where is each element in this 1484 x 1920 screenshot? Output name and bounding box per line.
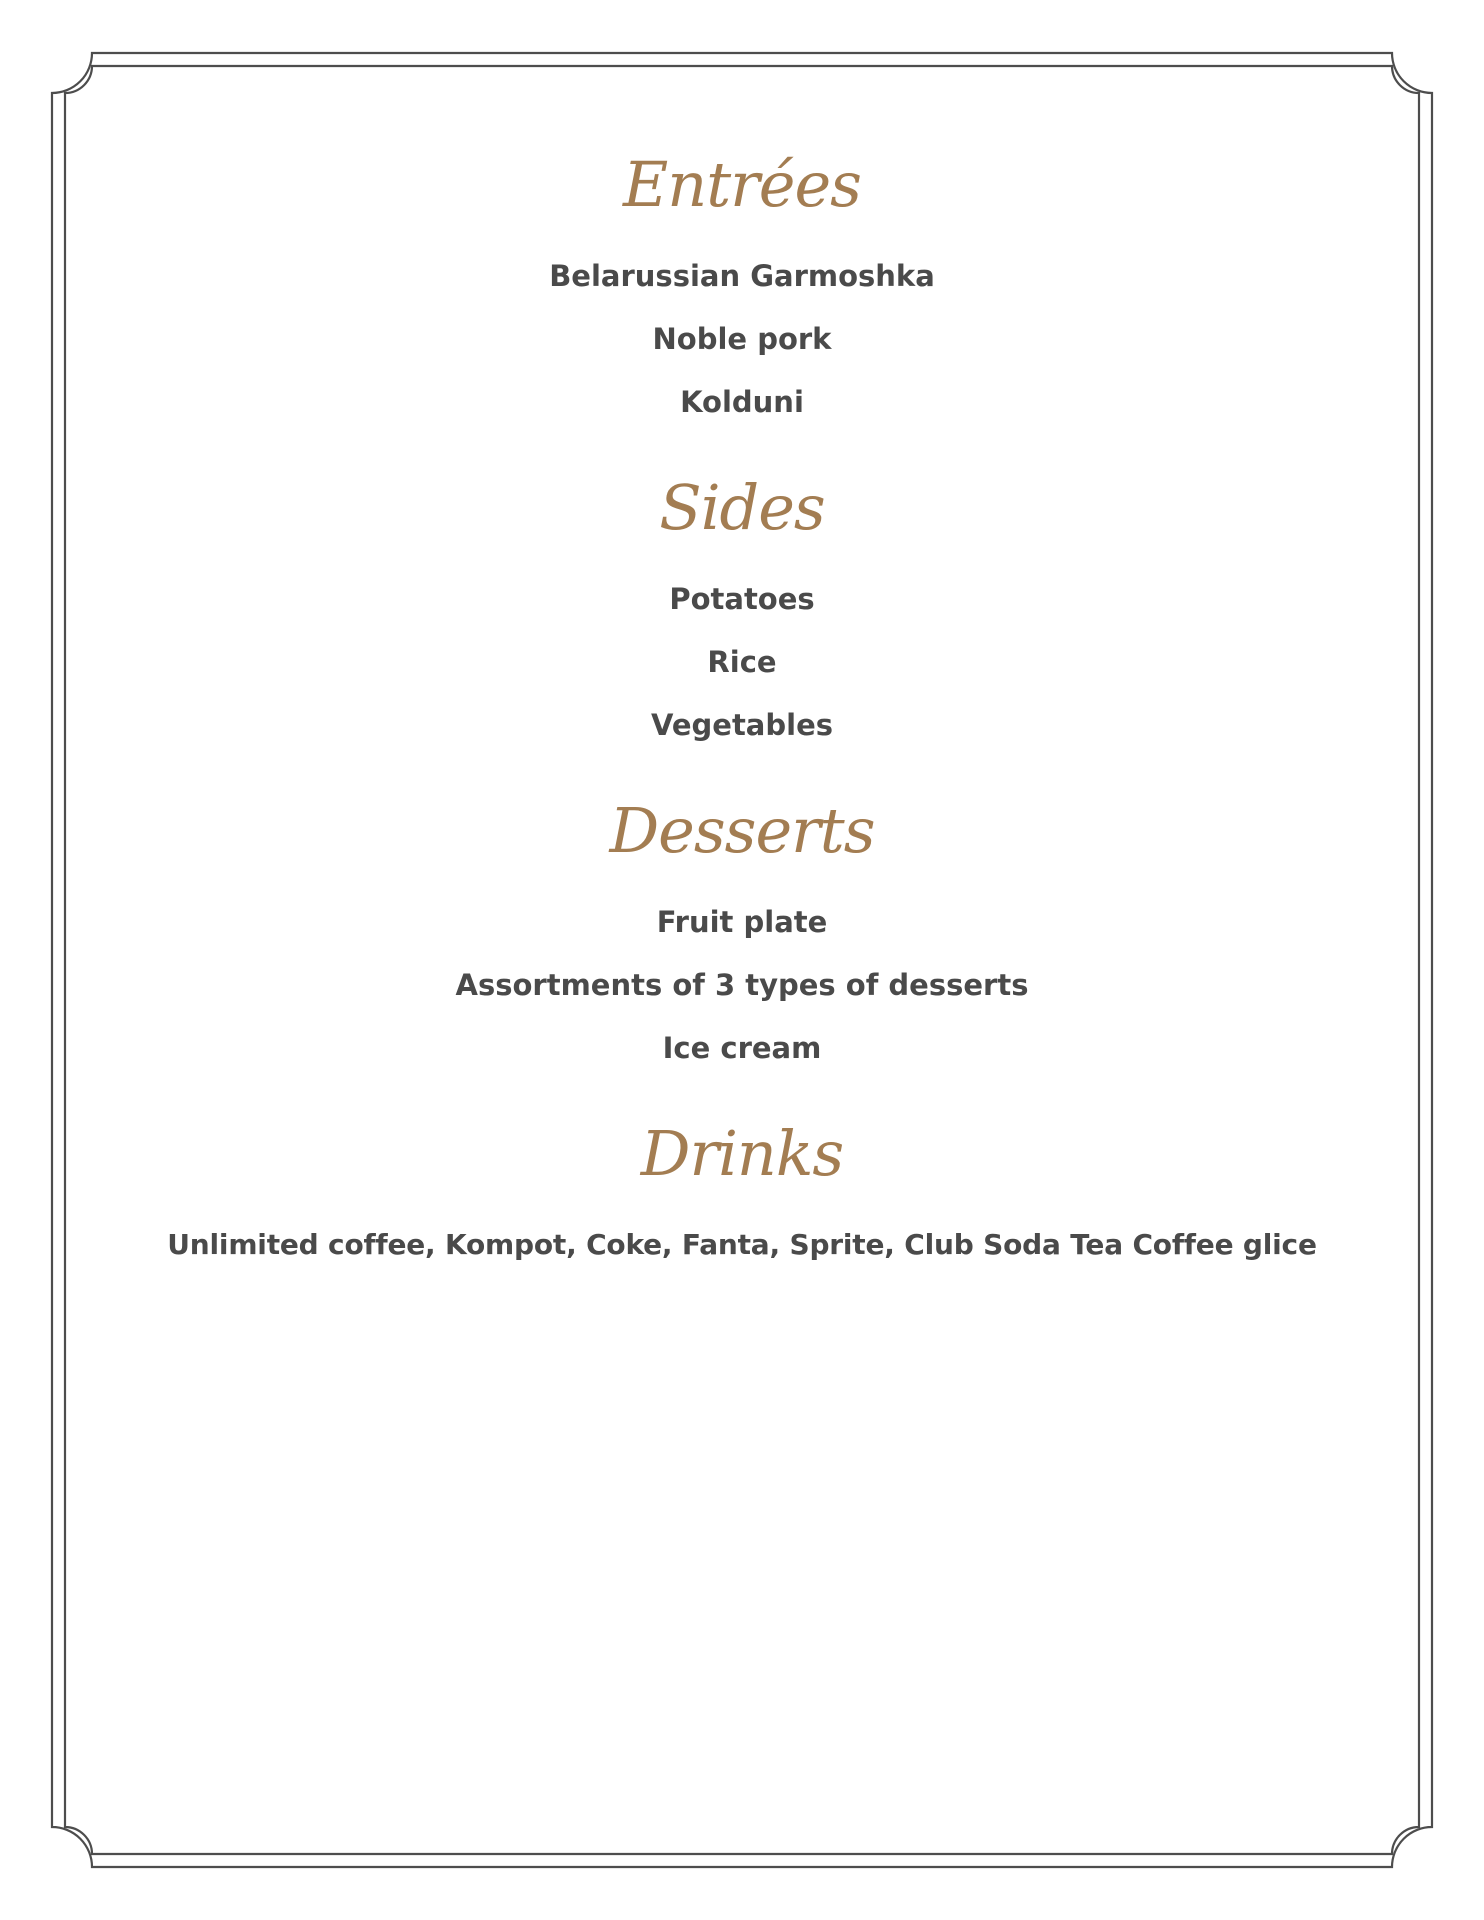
menu-item-drinks-list: Unlimited coffee, Kompot, Coke, Fanta, Sprite, Club Soda Tea Coffee glice [167, 1228, 1317, 1261]
section-heading-drinks: Drinks [640, 1117, 844, 1190]
section-heading-entrees: Entrées [623, 148, 861, 221]
section-heading-desserts: Desserts [609, 794, 875, 867]
menu-item: Rice [707, 645, 777, 679]
menu-item: Vegetables [650, 708, 833, 742]
section-heading-sides: Sides [659, 471, 825, 544]
menu-item: Kolduni [680, 385, 804, 419]
menu-item: Belarussian Garmoshka [549, 259, 935, 293]
menu-item: Assortments of 3 types of desserts [455, 968, 1029, 1002]
menu-item: Ice cream [662, 1031, 822, 1065]
menu-item: Noble pork [652, 322, 832, 356]
menu-item: Potatoes [669, 582, 815, 616]
menu-item: Fruit plate [656, 905, 828, 939]
